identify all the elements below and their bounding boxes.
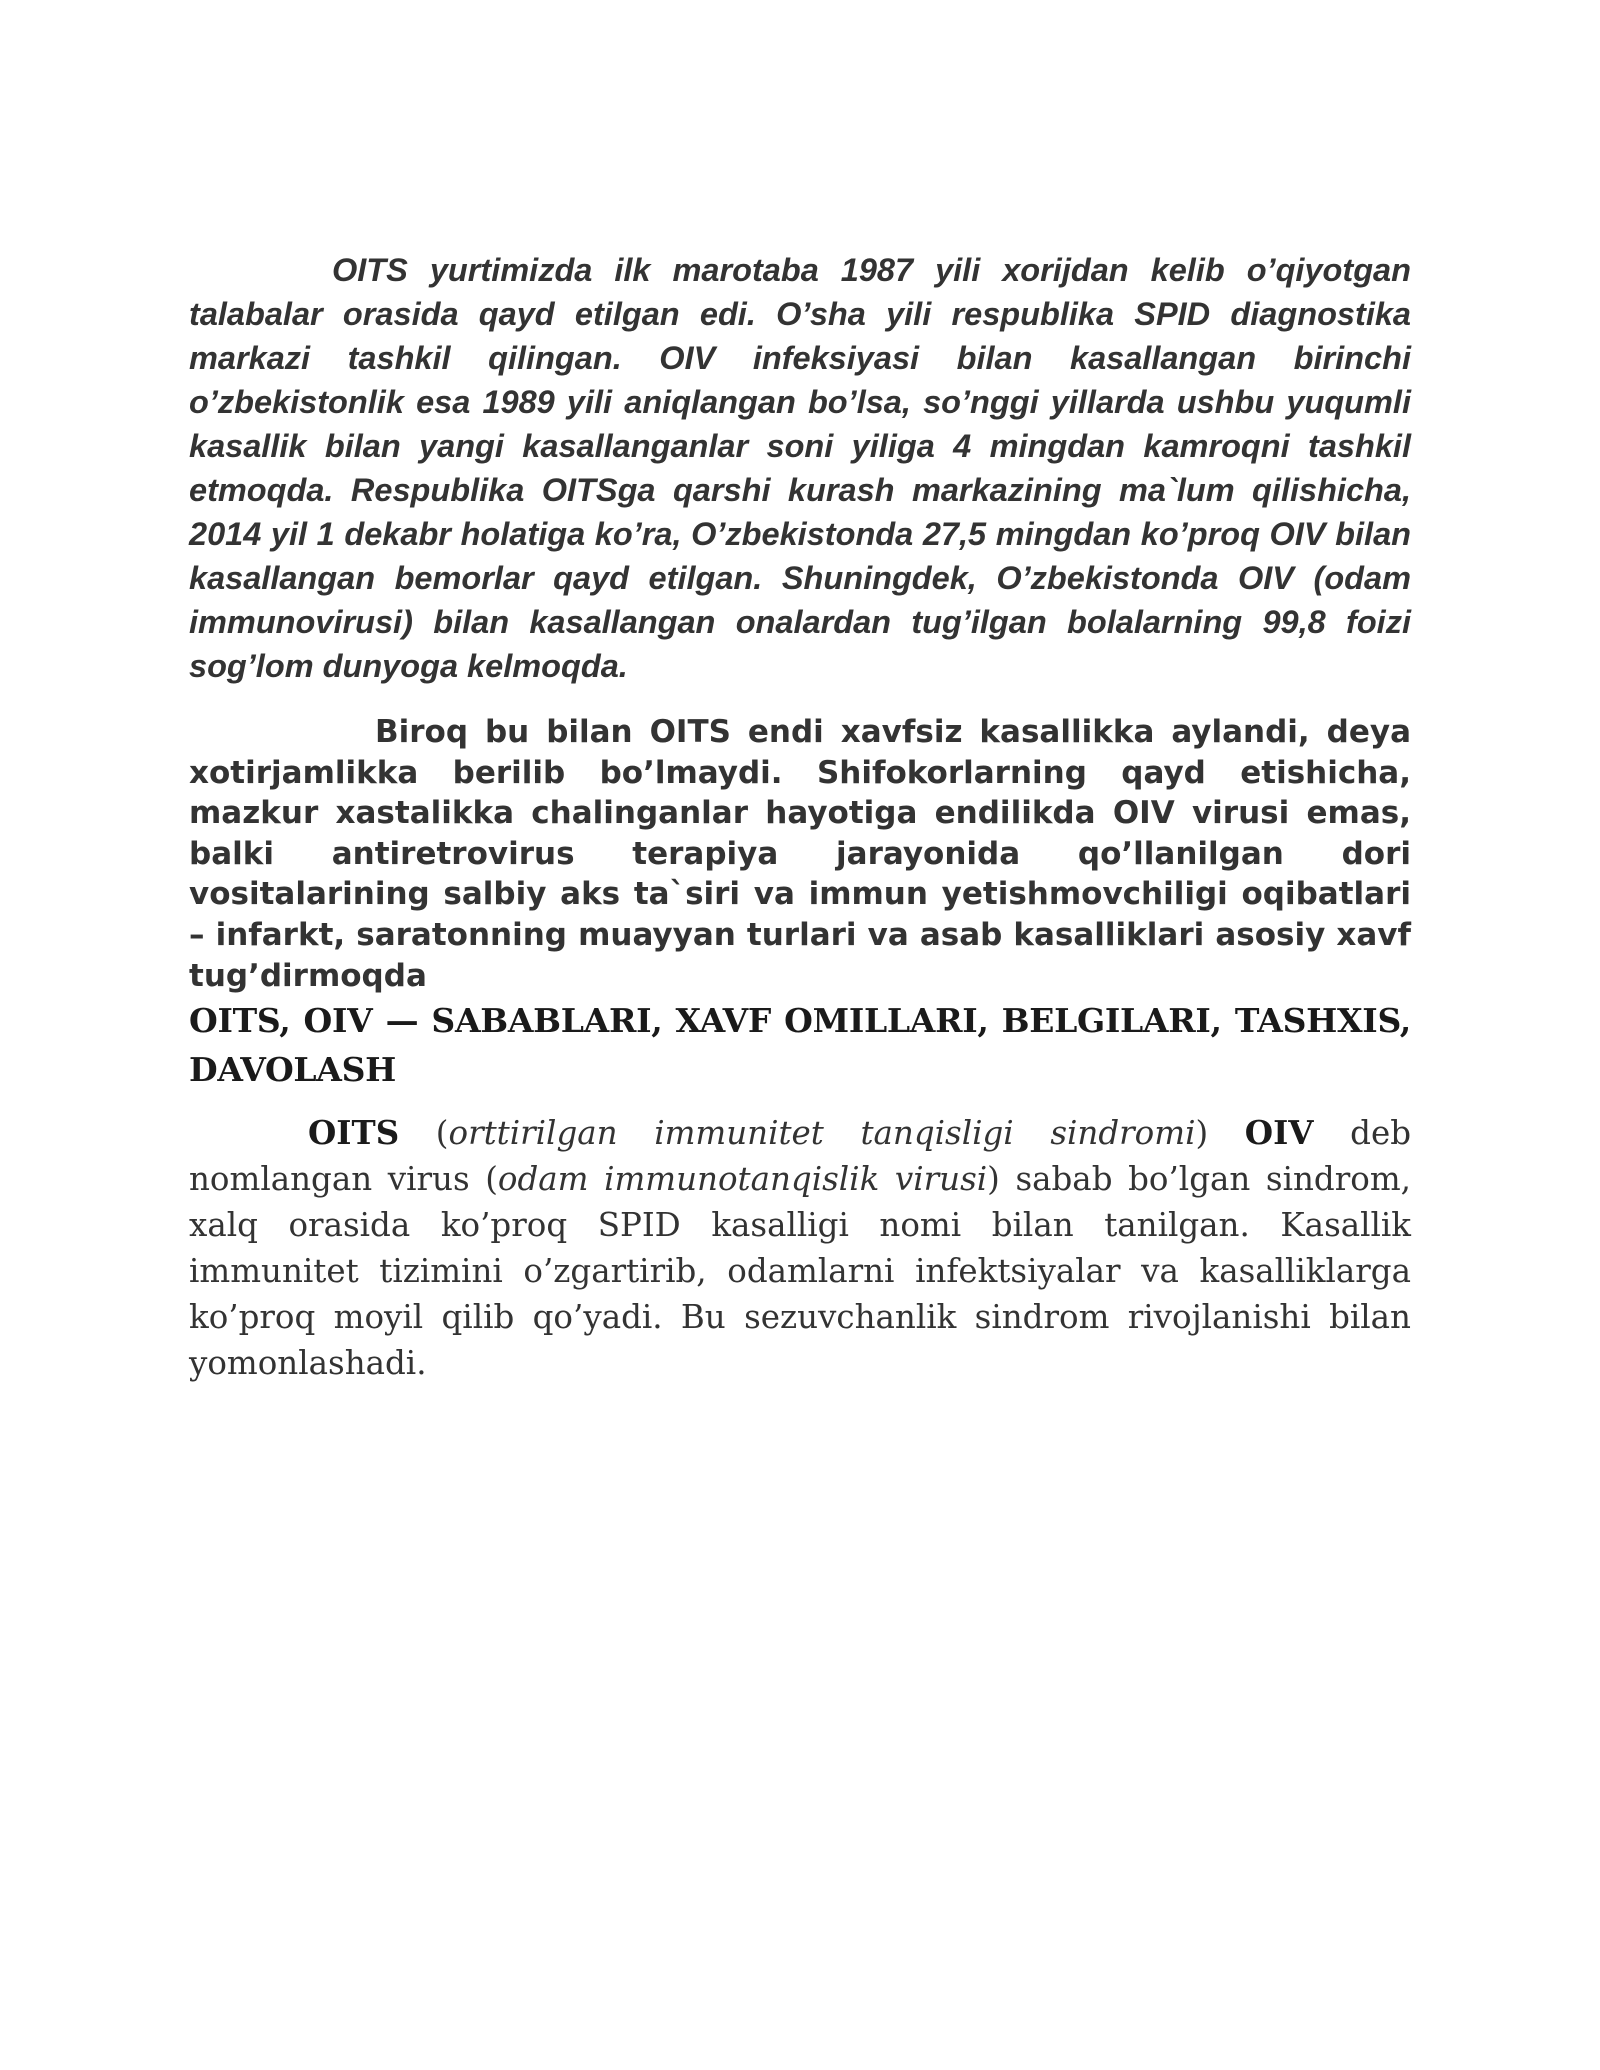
text-b: sabab bo’lgan sindrom, xalq orasida ko’proq SPID kasalligi nomi bilan tanilgan. Kasallik immunitet tizimini o’zgartirib, odamlarni infektsiyalar va kasalliklarga ko’proq moyil qilib qo’yadi. Bu sezuvchanlik sindrom rivojlanishi bilan yomonlashadi. bbox=[189, 1160, 1411, 1383]
document-body bbox=[189, 248, 1411, 1386]
term-oiv-expansion: odam immunotanqislik virusi bbox=[497, 1160, 988, 1199]
paragraph-oits-definition: OITS (orttirilgan immunitet tanqisligi sindromi) OIV deb nomlangan virus (odam immunotanqislik virusi) sabab bo’lgan sindrom, xalq orasida ko’proq SPID kasalligi nomi bilan tanilgan. Kasallik immunitet tizimini o’zgartirib, odamlarni infektsiyalar va kasalliklarga ko’proq moyil qilib qo’yadi. Bu sezuvchanlik sindrom rivojlanishi bilan yomonlashadi. bbox=[189, 1113, 1412, 1383]
paragraph-oits-risks: Biroq bu bilan OITS endi xavfsiz kasallikka aylandi, deya xotirjamlikka berilib bo’lmaydi. Shifokorlarning qayd etishicha, mazkur xastalikka chalinganlar hayotiga endilikda OIV virusi emas, balki antiretrovirus terapiya jarayonida qo’llanilgan dori vositalarining salbiy aks ta`siri va immun yetishmovchiligi oqibatlari – infarkt, saratonning muayyan turlari va asab kasalliklari asosiy xavf tug’dirmoqda bbox=[189, 714, 1411, 994]
term-oits-expansion: orttirilgan immunitet tanqisligi sindromi bbox=[448, 1114, 1196, 1153]
paragraph-oits-history: OITS yurtimizda ilk marotaba 1987 yili xorijdan kelib o’qiyotgan talabalar orasida qayd etilgan edi. O’sha yili respublika SPID diagnostika markazi tashkil qilingan. OIV infeksiyasi bilan kasallangan birinchi o’zbekistonlik esa 1989 yili aniqlangan bo’lsa, so’nggi yillarda ushbu yuqumli kasallik bilan yangi kasallanganlar soni yiliga 4 mingdan kamroqni tashkil etmoqda. Respublika OITSga qarshi kurash markazining ma`lum qilishicha, 2014 yil 1 dekabr holatiga ko’ra, O’zbekistonda 27,5 mingdan ko’proq OIV bilan kasallangan bemorlar qayd etilgan. Shuningdek, O’zbekistonda OIV (odam immunovirusi) bilan kasallangan onalardan tug’ilgan bolalarning 99,8 foizi sog’lom dunyoga kelmoqda. bbox=[189, 252, 1411, 684]
text-a: deb nomlangan virus bbox=[189, 1114, 1412, 1199]
term-oiv: OIV bbox=[1244, 1113, 1314, 1153]
term-oits: OITS bbox=[308, 1113, 400, 1153]
section-heading: OITS, OIV — SABABLARI, XAVF OMILLARI, BELGILARI, TASHXIS, DAVOLASH bbox=[189, 1001, 1411, 1090]
